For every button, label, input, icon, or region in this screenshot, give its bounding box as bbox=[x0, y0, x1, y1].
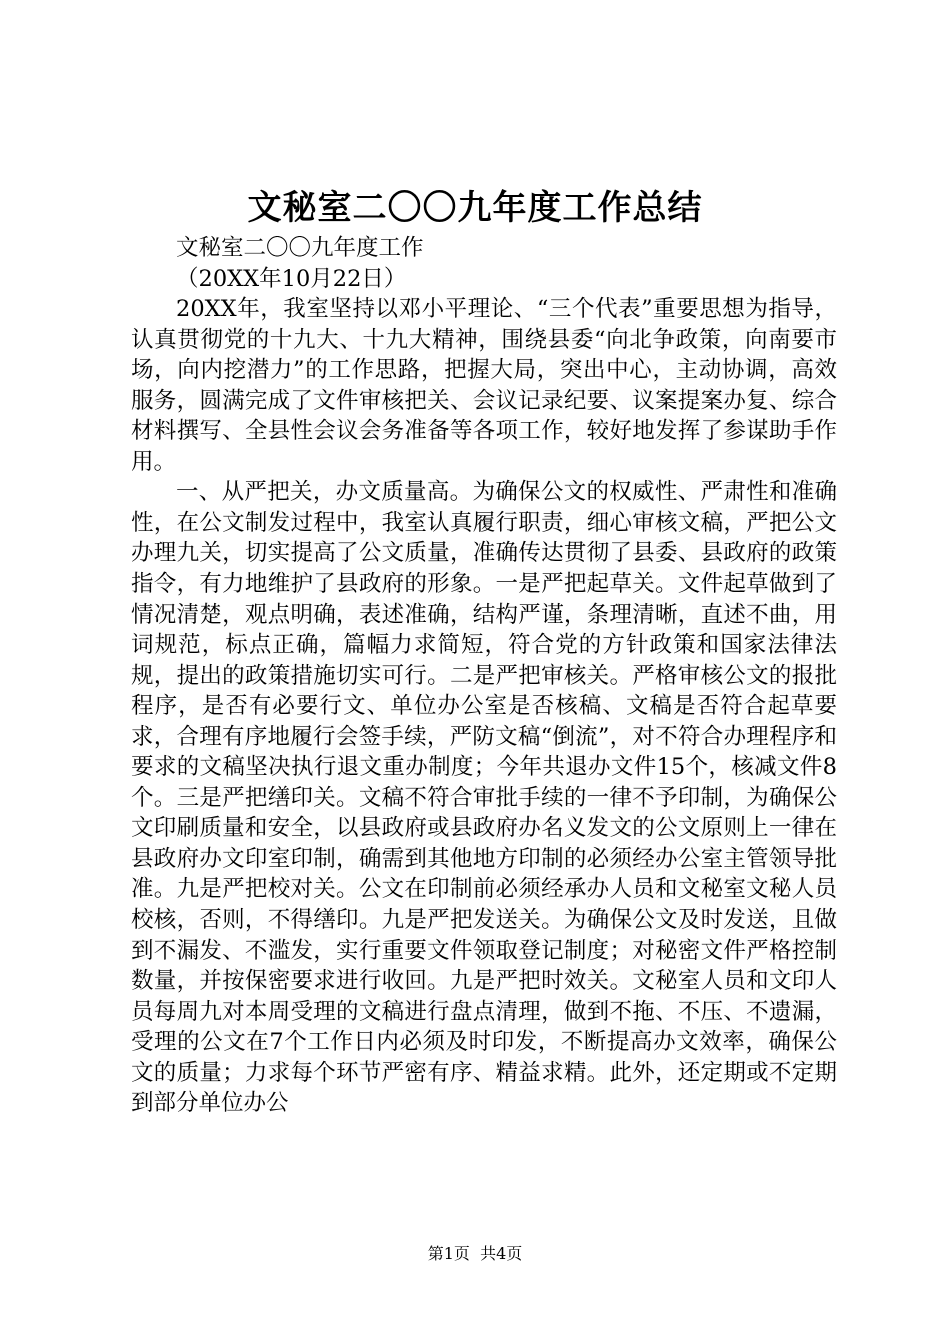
page-number: 第1页 共4页 bbox=[427, 1244, 523, 1263]
document-date: （20XX年10月22日） bbox=[176, 265, 407, 292]
document-title: 文秘室二〇〇九年度工作总结 bbox=[247, 188, 703, 228]
paragraph-intro: 20XX年，我室坚持以邓小平理论、“三个代表”重要思想为指导，认真贯彻党的十九大、十九大精神，围绕县委“向北争政策，向南要市场，向内挖潜力”的工作思路，把握大局，突出中心，主动协调，高效服务，圆满完成了文件审核把关、会议记录纪要、议案提案办复、综合材料撰写、全县性会议会务准备等各项工作，较好地发挥了参谋助手作用。 bbox=[131, 296, 837, 475]
document-subtitle: 文秘室二〇〇九年度工作 bbox=[176, 235, 424, 261]
document-body bbox=[131, 233, 837, 1119]
page-footer bbox=[0, 1242, 950, 1266]
paragraph-section-one: 一、从严把关，办文质量高。为确保公文的权威性、严肃性和准确性，在公文制发过程中，我室认真履行职责，细心审核文稿，严把公文办理九关，切实提高了公文质量，准确传达贯彻了县委、县政府的政策指令，有力地维护了县政府的形象。一是严把起草关。文件起草做到了情况清楚，观点明确，表述准确，结构严谨，条理清晰，直述不曲，用词规范，标点正确，篇幅力求简短，符合党的方针政策和国家法律法规，提出的政策措施切实可行。二是严把审核关。严格审核公文的报批程序，是否有必要行文、单位办公室是否核稿、文稿是否符合起草要求，合理有序地履行会签手续，严防文稿“倒流”，对不符合办理程序和要求的文稿坚决执行退文重办制度；今年共退办文件15个，核减文件8个。三是严把缮印关。文稿不符合审批手续的一律不予印制，为确保公文印刷质量和安全，以县政府或县政府办名义发文的公文原则上一律在县政府办文印室印制，确需到其他地方印制的必须经办公室主管领导批准。九是严把校对关。公文在印制前必须经承办人员和文秘室文秘人员校核，否则，不得缮印。九是严把发送关。为确保公文及时发送，且做到不漏发、不滥发，实行重要文件领取登记制度；对秘密文件严格控制数量，并按保密要求进行收回。九是严把时效关。文秘室人员和文印人员每周九对本周受理的文稿进行盘点清理，做到不拖、不压、不遗漏，受理的公文在7个工作日内必须及时印发，不断提高办文效率，确保公文的质量；力求每个环节严密有序、精益求精。此外，还定期或不定期到部分单位办公 bbox=[131, 479, 837, 1117]
